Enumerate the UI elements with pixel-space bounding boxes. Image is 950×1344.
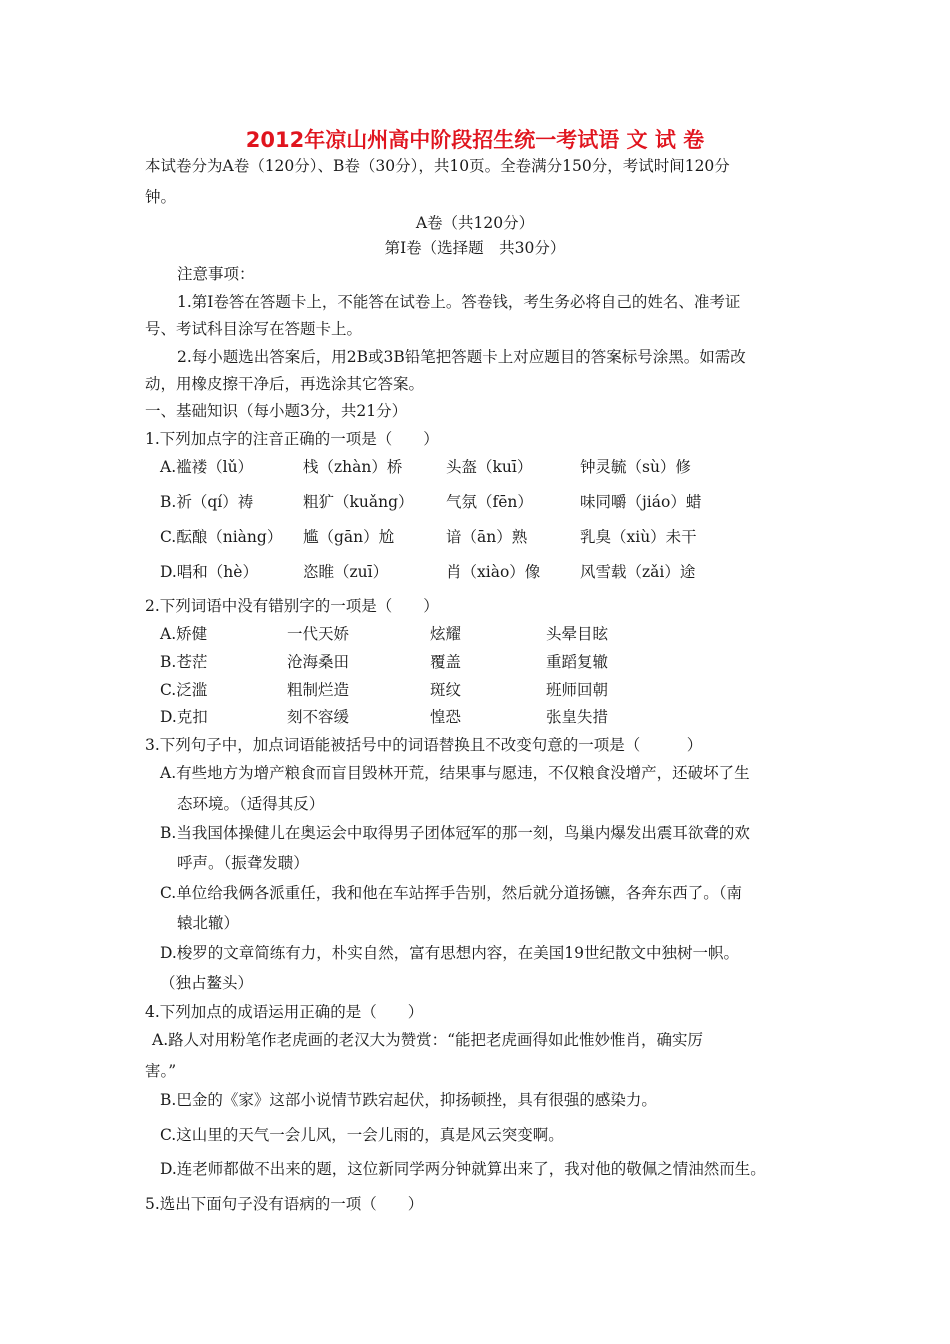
- q4-stem: 4.下列加点的成语运用正确的是（ ）: [145, 1003, 424, 1021]
- q1-option-c-1: C.酝酿（niàng）: [160, 528, 283, 546]
- intro-line-1: 本试卷分为A卷（120分）、B卷（30分），共10页。全卷满分150分，考试时间120分: [145, 157, 730, 175]
- q2-stem: 2.下列词语中没有错别字的一项是（ ）: [145, 597, 439, 615]
- q3-option-b-line-2: 呼声。（振聋发聩）: [177, 854, 309, 872]
- q2-option-b-2: 沧海桑田: [287, 653, 350, 671]
- q4-option-d: D.连老师都做不出来的题，这位新同学两分钟就算出来了，我对他的敬佩之情油然而生。: [160, 1160, 766, 1178]
- q4-option-a-line-1: A.路人对用粉笔作老虎画的老汉大为赞赏：“能把老虎画得如此惟妙惟肖，确实厉: [152, 1031, 704, 1049]
- q2-option-d-3: 惶恐: [430, 708, 462, 726]
- q5-stem: 5.选出下面句子没有语病的一项（ ）: [145, 1195, 424, 1213]
- q2-option-c-2: 粗制烂造: [287, 681, 350, 699]
- q2-option-a-2: 一代天娇: [287, 625, 350, 643]
- exam-title: 2012年凉山州高中阶段招生统一考试语 文 试 卷: [245, 128, 705, 152]
- note-1-line-1: 1.第Ⅰ卷答在答题卡上，不能答在试卷上。答卷钱，考生务必将自己的姓名、准考证: [177, 293, 741, 311]
- q1-option-d-1: D.唱和（hè）: [160, 563, 258, 581]
- q1-option-b-2: 粗犷（kuǎng）: [303, 493, 414, 511]
- q1-option-c-2: 尴（gān）尬: [303, 528, 395, 546]
- q1-stem: 1.下列加点字的注音正确的一项是（ ）: [145, 430, 439, 448]
- note-1-line-2: 号、考试科目涂写在答题卡上。: [145, 320, 363, 338]
- q1-option-a-4: 钟灵毓（sù）修: [580, 458, 691, 476]
- q3-option-b-line-1: B.当我国体操健儿在奥运会中取得男子团体冠军的那一刻，鸟巢内爆发出震耳欲聋的欢: [160, 824, 750, 842]
- q2-option-c-1: C.泛滥: [160, 681, 208, 699]
- q2-option-b-4: 重蹈复辙: [546, 653, 609, 671]
- q2-option-b-3: 覆盖: [430, 653, 462, 671]
- q4-option-c: C.这山里的天气一会儿风，一会儿雨的，真是风云突变啊。: [160, 1126, 564, 1144]
- q2-option-a-4: 头晕目眩: [546, 625, 609, 643]
- section-one-heading: 一、基础知识（每小题3分，共21分）: [145, 402, 408, 420]
- section-a-heading: A卷（共120分）: [415, 214, 535, 232]
- q1-option-c-3: 谙（ān）熟: [446, 528, 528, 546]
- q1-option-b-4: 味同嚼（jiáo）蜡: [580, 493, 702, 511]
- q3-option-c-line-1: C.单位给我俩各派重任，我和他在车站挥手告别，然后就分道扬镳，各奔东西了。（南: [160, 884, 742, 902]
- q2-option-a-1: A.矫健: [160, 625, 208, 643]
- q1-option-b-3: 气氛（fēn）: [446, 493, 533, 511]
- q2-option-c-4: 班师回朝: [546, 681, 609, 699]
- q2-option-d-2: 刻不容缓: [287, 708, 350, 726]
- q1-option-d-3: 肖（xiào）像: [446, 563, 541, 581]
- q3-option-d-line-2: （独占鳌头）: [160, 974, 254, 992]
- q1-option-a-1: A.褴褛（lǔ）: [160, 458, 254, 476]
- note-2-line-1: 2.每小题选出答案后，用2B或3B铅笔把答题卡上对应题目的答案标号涂黑。如需改: [177, 348, 746, 366]
- q2-option-a-3: 炫耀: [430, 625, 462, 643]
- q1-option-d-2: 恣睢（zuī）: [303, 563, 389, 581]
- q1-option-a-2: 栈（zhàn）桥: [303, 458, 403, 476]
- q1-option-b-1: B.祈（qí）祷: [160, 493, 254, 511]
- q3-option-c-line-2: 辕北辙）: [177, 914, 240, 932]
- q1-option-a-3: 头盔（kuī）: [446, 458, 533, 476]
- part-one-heading: 第Ⅰ卷（选择题 共30分）: [384, 239, 566, 257]
- q2-option-d-4: 张皇失措: [546, 708, 609, 726]
- q4-option-a-line-2: 害。”: [145, 1062, 177, 1080]
- note-2-line-2: 动，用橡皮擦干净后，再选涂其它答案。: [145, 375, 425, 393]
- q1-option-d-4: 风雪载（zǎi）途: [580, 563, 696, 581]
- q4-option-b: B.巴金的《家》这部小说情节跌宕起伏，抑扬顿挫，具有很强的感染力。: [160, 1091, 657, 1109]
- q3-option-d-line-1: D.梭罗的文章简练有力，朴实自然，富有思想内容，在美国19世纪散文中独树一帜。: [160, 944, 740, 962]
- intro-line-2: 钟。: [145, 188, 177, 206]
- notes-title: 注意事项：: [177, 265, 255, 283]
- q2-option-c-3: 斑纹: [430, 681, 462, 699]
- q1-option-c-4: 乳臭（xiù）未干: [580, 528, 697, 546]
- q3-option-a-line-1: A.有些地方为增产粮食而盲目毁林开荒，结果事与愿违，不仅粮食没增产，还破坏了生: [160, 764, 750, 782]
- q3-option-a-line-2: 态环境。（适得其反）: [177, 795, 325, 813]
- q3-stem: 3.下列句子中，加点词语能被括号中的词语替换且不改变句意的一项是（ ）: [145, 736, 703, 754]
- q2-option-b-1: B.苍茫: [160, 653, 208, 671]
- q2-option-d-1: D.克扣: [160, 708, 208, 726]
